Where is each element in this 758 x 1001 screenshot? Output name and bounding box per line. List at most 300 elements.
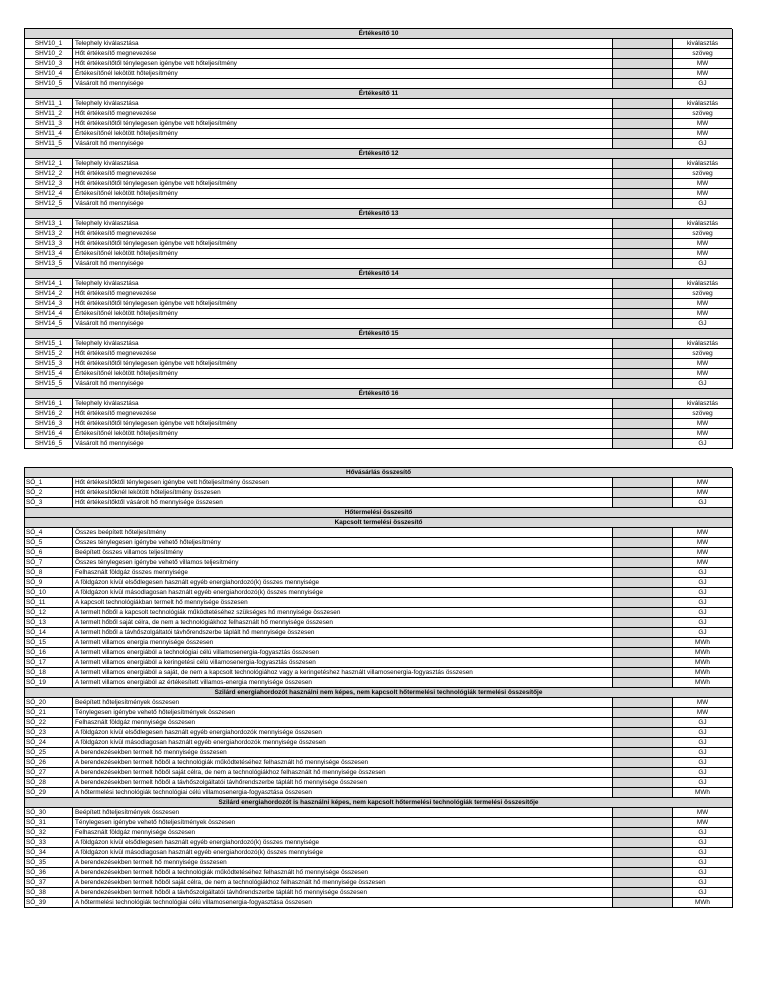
row-code: SÖ_16 [25, 648, 73, 658]
row-label: Hőt értékesítő megnevezése [73, 229, 613, 239]
row-unit: GJ [673, 868, 733, 878]
row-label: A termelt hőből a távhőszolgáltatói távhőrendszerbe táplált hő mennyisége összesen [73, 628, 613, 638]
row-unit: MW [673, 249, 733, 259]
row-code: SÖ_15 [25, 638, 73, 648]
section-header: Értékesítő 12 [25, 149, 733, 159]
value-input-cell[interactable] [613, 768, 673, 778]
value-input-cell[interactable] [613, 738, 673, 748]
row-unit: GJ [673, 838, 733, 848]
value-input-cell[interactable] [613, 678, 673, 688]
value-input-cell[interactable] [613, 548, 673, 558]
row-unit: MWh [673, 658, 733, 668]
row-code: SÖ_13 [25, 618, 73, 628]
value-input-cell[interactable] [613, 239, 673, 249]
row-code: SÖ_35 [25, 858, 73, 868]
row-code: SÖ_31 [25, 818, 73, 828]
row-code: SHV11_3 [25, 119, 73, 129]
row-code: SÖ_29 [25, 788, 73, 798]
row-unit: GJ [673, 139, 733, 149]
row-label: A földgázon kívül elsődlegesen használt egyéb energiahordozó(k) összes mennyisége [73, 578, 613, 588]
row-label: Hőt értékesítő megnevezése [73, 109, 613, 119]
row-code: SHV11_2 [25, 109, 73, 119]
row-code: SÖ_32 [25, 828, 73, 838]
value-input-cell[interactable] [613, 309, 673, 319]
row-unit: GJ [673, 598, 733, 608]
row-code: SHV15_4 [25, 369, 73, 379]
row-unit: GJ [673, 848, 733, 858]
row-unit: MW [673, 419, 733, 429]
section-header: Értékesítő 16 [25, 389, 733, 399]
value-input-cell[interactable] [613, 169, 673, 179]
row-code: SHV13_1 [25, 219, 73, 229]
row-unit: GJ [673, 628, 733, 638]
value-input-cell[interactable] [613, 838, 673, 848]
row-label: Vásárolt hő mennyisége [73, 379, 613, 389]
row-unit: GJ [673, 778, 733, 788]
row-code: SHV16_4 [25, 429, 73, 439]
row-label: Telephely kiválasztása [73, 339, 613, 349]
row-unit: GJ [673, 768, 733, 778]
row-unit: GJ [673, 199, 733, 209]
value-input-cell[interactable] [613, 319, 673, 329]
row-code: SHV16_1 [25, 399, 73, 409]
row-code: SÖ_25 [25, 748, 73, 758]
row-code: SHV14_1 [25, 279, 73, 289]
row-code: SÖ_12 [25, 608, 73, 618]
row-label: Hőt értékesítő megnevezése [73, 49, 613, 59]
row-label: Értékesítőnél lekötött hőteljesítmény [73, 129, 613, 139]
row-label: Hőt értékesítőktől ténylegesen igénybe vett hőteljesítmény összesen [73, 478, 613, 488]
row-unit: GJ [673, 738, 733, 748]
row-unit: MWh [673, 668, 733, 678]
row-unit: GJ [673, 758, 733, 768]
row-unit: kiválasztás [673, 99, 733, 109]
row-code: SÖ_23 [25, 728, 73, 738]
value-input-cell[interactable] [613, 39, 673, 49]
row-unit: GJ [673, 79, 733, 89]
row-label: Telephely kiválasztása [73, 99, 613, 109]
value-input-cell[interactable] [613, 189, 673, 199]
row-label: A földgázon kívül elsődlegesen használt egyéb energiahordozó(k) összes mennyisége [73, 838, 613, 848]
value-input-cell[interactable] [613, 279, 673, 289]
row-unit: szöveg [673, 109, 733, 119]
row-unit: MW [673, 179, 733, 189]
row-unit: GJ [673, 878, 733, 888]
row-label: Telephely kiválasztása [73, 39, 613, 49]
value-input-cell[interactable] [613, 648, 673, 658]
value-input-cell[interactable] [613, 498, 673, 508]
row-label: A berendezésekben termelt hőből a távhőszolgáltatói távhőrendszerbe táplált hő mennyisége összesen [73, 778, 613, 788]
value-input-cell[interactable] [613, 349, 673, 359]
row-code: SÖ_22 [25, 718, 73, 728]
value-input-cell[interactable] [613, 778, 673, 788]
value-input-cell[interactable] [613, 59, 673, 69]
row-label: Telephely kiválasztása [73, 279, 613, 289]
value-input-cell[interactable] [613, 369, 673, 379]
section-header: Hőtermelési összesítő [25, 508, 733, 518]
row-label: A földgázon kívül elsődlegesen használt egyéb energiahordozók mennyisége összesen [73, 728, 613, 738]
value-input-cell[interactable] [613, 119, 673, 129]
section-header: Értékesítő 14 [25, 269, 733, 279]
section-header: Értékesítő 15 [25, 329, 733, 339]
value-input-cell[interactable] [613, 668, 673, 678]
row-code: SHV12_4 [25, 189, 73, 199]
form-sheet [24, 28, 732, 908]
row-label: A berendezésekben termelt hőből saját célra, de nem a technológiákhoz felhasznált hő mennyisége összesen [73, 878, 613, 888]
row-label: Hőt értékesítőtől ténylegesen igénybe vett hőteljesítmény [73, 119, 613, 129]
section-header: Kapcsolt termelési összesítő [25, 518, 733, 528]
value-input-cell[interactable] [613, 858, 673, 868]
row-code: SÖ_17 [25, 658, 73, 668]
row-label: Hőt értékesítőtől ténylegesen igénybe vett hőteljesítmény [73, 359, 613, 369]
row-label: Hőt értékesítő megnevezése [73, 409, 613, 419]
row-label: Vásárolt hő mennyisége [73, 319, 613, 329]
row-unit: MWh [673, 678, 733, 688]
section-header: Értékesítő 11 [25, 89, 733, 99]
row-code: SÖ_3 [25, 498, 73, 508]
row-code: SÖ_30 [25, 808, 73, 818]
value-input-cell[interactable] [613, 538, 673, 548]
row-label: Beépített összes villamos teljesítmény [73, 548, 613, 558]
row-code: SHV15_3 [25, 359, 73, 369]
row-label: A földgázon kívül másodlagosan használt egyéb energiahordozó(k) összes mennyisége [73, 848, 613, 858]
value-input-cell[interactable] [613, 289, 673, 299]
row-code: SHV11_4 [25, 129, 73, 139]
value-input-cell[interactable] [613, 488, 673, 498]
row-label: A berendezésekben termelt hőből a távhőszolgáltatói távhőrendszerbe táplált hő mennyisége összesen [73, 888, 613, 898]
row-label: A termelt hőből a kapcsolt technológiák működtetéséhez szükséges hő mennyisége összesen [73, 608, 613, 618]
value-input-cell[interactable] [613, 439, 673, 449]
value-input-cell[interactable] [613, 419, 673, 429]
evaluators-table [24, 28, 732, 449]
row-unit: MWh [673, 648, 733, 658]
section-header: Értékesítő 13 [25, 209, 733, 219]
row-code: SHV14_5 [25, 319, 73, 329]
value-input-cell[interactable] [613, 658, 673, 668]
row-unit: GJ [673, 568, 733, 578]
row-unit: MW [673, 59, 733, 69]
row-unit: MW [673, 538, 733, 548]
value-input-cell[interactable] [613, 748, 673, 758]
row-label: Beépített hőteljesítmények összesen [73, 698, 613, 708]
section-header: Szilárd energiahordozót is használni képes, nem kapcsolt hőtermelési technológiák termelési összesítője [25, 798, 733, 808]
row-code: SÖ_21 [25, 708, 73, 718]
row-label: Ténylegesen igénybe vehető hőteljesítmények összesen [73, 708, 613, 718]
value-input-cell[interactable] [613, 718, 673, 728]
row-code: SÖ_37 [25, 878, 73, 888]
row-unit: GJ [673, 379, 733, 389]
row-unit: GJ [673, 259, 733, 269]
section-header: Hővásárlás összesítő [25, 468, 733, 478]
row-code: SHV16_5 [25, 439, 73, 449]
value-input-cell[interactable] [613, 588, 673, 598]
row-label: Hőt értékesítő megnevezése [73, 169, 613, 179]
row-label: A berendezésekben termelt hő mennyisége összesen [73, 748, 613, 758]
value-input-cell[interactable] [613, 868, 673, 878]
row-label: Értékesítőnél lekötött hőteljesítmény [73, 309, 613, 319]
value-input-cell[interactable] [613, 878, 673, 888]
value-input-cell[interactable] [613, 409, 673, 419]
row-unit: MW [673, 488, 733, 498]
row-label: Telephely kiválasztása [73, 159, 613, 169]
row-unit: GJ [673, 498, 733, 508]
row-code: SHV13_2 [25, 229, 73, 239]
value-input-cell[interactable] [613, 139, 673, 149]
section-header: Szilárd energiahordozót használni nem képes, nem kapcsolt hőtermelési technológiák termelési összesítője [25, 688, 733, 698]
value-input-cell[interactable] [613, 708, 673, 718]
value-input-cell[interactable] [613, 578, 673, 588]
row-label: A berendezésekben termelt hő mennyisége összesen [73, 858, 613, 868]
row-code: SÖ_34 [25, 848, 73, 858]
row-code: SHV14_4 [25, 309, 73, 319]
row-label: Beépített hőteljesítmények összesen [73, 808, 613, 818]
value-input-cell[interactable] [613, 99, 673, 109]
row-unit: GJ [673, 618, 733, 628]
row-unit: MWh [673, 788, 733, 798]
row-code: SÖ_2 [25, 488, 73, 498]
row-code: SÖ_20 [25, 698, 73, 708]
row-code: SHV15_2 [25, 349, 73, 359]
row-unit: GJ [673, 728, 733, 738]
value-input-cell[interactable] [613, 788, 673, 798]
row-label: Vásárolt hő mennyisége [73, 259, 613, 269]
row-code: SHV14_2 [25, 289, 73, 299]
value-input-cell[interactable] [613, 299, 673, 309]
row-unit: GJ [673, 828, 733, 838]
row-code: SHV10_2 [25, 49, 73, 59]
value-input-cell[interactable] [613, 429, 673, 439]
row-code: SHV16_2 [25, 409, 73, 419]
row-label: Hőt értékesítőtől ténylegesen igénybe vett hőteljesítmény [73, 239, 613, 249]
row-code: SÖ_5 [25, 538, 73, 548]
row-unit: MW [673, 818, 733, 828]
value-input-cell[interactable] [613, 638, 673, 648]
value-input-cell[interactable] [613, 608, 673, 618]
row-unit: GJ [673, 608, 733, 618]
row-unit: GJ [673, 319, 733, 329]
row-code: SHV12_3 [25, 179, 73, 189]
row-code: SÖ_33 [25, 838, 73, 848]
value-input-cell[interactable] [613, 568, 673, 578]
row-label: A termelt hőből saját célra, de nem a technológiákhoz felhasznált hő mennyisége összesen [73, 618, 613, 628]
row-unit: MW [673, 708, 733, 718]
row-label: Felhasznált földgáz összes mennyisége [73, 568, 613, 578]
row-unit: MW [673, 478, 733, 488]
row-code: SHV15_5 [25, 379, 73, 389]
row-unit: kiválasztás [673, 279, 733, 289]
row-label: Értékesítőnél lekötött hőteljesítmény [73, 429, 613, 439]
value-input-cell[interactable] [613, 219, 673, 229]
section-gap [24, 449, 732, 467]
row-code: SÖ_36 [25, 868, 73, 878]
row-unit: GJ [673, 439, 733, 449]
row-code: SÖ_11 [25, 598, 73, 608]
value-input-cell[interactable] [613, 888, 673, 898]
row-label: Hőt értékesítő megnevezése [73, 289, 613, 299]
row-unit: GJ [673, 748, 733, 758]
row-label: A földgázon kívül másodlagosan használt egyéb energiahordozók mennyisége összesen [73, 738, 613, 748]
value-input-cell[interactable] [613, 698, 673, 708]
value-input-cell[interactable] [613, 109, 673, 119]
row-code: SHV16_3 [25, 419, 73, 429]
row-unit: szöveg [673, 349, 733, 359]
row-unit: kiválasztás [673, 339, 733, 349]
row-label: A kapcsolt technológiákban termelt hő mennyisége összesen [73, 598, 613, 608]
value-input-cell[interactable] [613, 129, 673, 139]
row-code: SHV15_1 [25, 339, 73, 349]
row-code: SHV12_2 [25, 169, 73, 179]
row-unit: MW [673, 189, 733, 199]
row-code: SÖ_14 [25, 628, 73, 638]
row-unit: MW [673, 548, 733, 558]
row-unit: GJ [673, 718, 733, 728]
row-code: SHV10_5 [25, 79, 73, 89]
row-label: Hőt értékesítőtől ténylegesen igénybe vett hőteljesítmény [73, 419, 613, 429]
row-unit: MW [673, 698, 733, 708]
value-input-cell[interactable] [613, 259, 673, 269]
row-unit: MW [673, 528, 733, 538]
row-label: A termelt villamos energiából a saját, de nem a kapcsolt technológiához vagy a keringetéshez használt villamosenergia-fogyasztás összesen [73, 668, 613, 678]
value-input-cell[interactable] [613, 628, 673, 638]
value-input-cell[interactable] [613, 199, 673, 209]
row-label: Felhasznált földgáz mennyisége összesen [73, 718, 613, 728]
row-label: A termelt villamos energiából a keringetési célú villamosenergia-fogyasztás összesen [73, 658, 613, 668]
value-input-cell[interactable] [613, 79, 673, 89]
row-label: Összes ténylegesen igénybe vehető hőteljesítmény [73, 538, 613, 548]
row-unit: MW [673, 369, 733, 379]
row-code: SÖ_18 [25, 668, 73, 678]
row-label: Hőt értékesítőtől ténylegesen igénybe vett hőteljesítmény [73, 299, 613, 309]
value-input-cell[interactable] [613, 898, 673, 908]
row-code: SÖ_28 [25, 778, 73, 788]
row-unit: kiválasztás [673, 159, 733, 169]
value-input-cell[interactable] [613, 758, 673, 768]
row-label: Telephely kiválasztása [73, 399, 613, 409]
value-input-cell[interactable] [613, 598, 673, 608]
row-code: SHV13_5 [25, 259, 73, 269]
value-input-cell[interactable] [613, 69, 673, 79]
row-label: Értékesítőnél lekötött hőteljesítmény [73, 369, 613, 379]
row-code: SÖ_4 [25, 528, 73, 538]
row-unit: GJ [673, 858, 733, 868]
row-label: Felhasznált földgáz mennyisége összesen [73, 828, 613, 838]
row-label: Értékesítőnél lekötött hőteljesítmény [73, 69, 613, 79]
value-input-cell[interactable] [613, 558, 673, 568]
row-unit: GJ [673, 588, 733, 598]
value-input-cell[interactable] [613, 179, 673, 189]
row-code: SÖ_19 [25, 678, 73, 688]
row-label: Hőt értékesítőknél lekötött hőteljesítmény összesen [73, 488, 613, 498]
value-input-cell[interactable] [613, 339, 673, 349]
row-unit: MW [673, 129, 733, 139]
value-input-cell[interactable] [613, 379, 673, 389]
row-unit: MW [673, 429, 733, 439]
row-label: Telephely kiválasztása [73, 219, 613, 229]
row-label: Összes beépített hőteljesítmény [73, 528, 613, 538]
value-input-cell[interactable] [613, 618, 673, 628]
row-code: SÖ_6 [25, 548, 73, 558]
row-label: Ténylegesen igénybe vehető hőteljesítmények összesen [73, 818, 613, 828]
value-input-cell[interactable] [613, 728, 673, 738]
row-code: SHV14_3 [25, 299, 73, 309]
row-code: SHV12_5 [25, 199, 73, 209]
row-unit: szöveg [673, 289, 733, 299]
row-label: A hőtermelési technológiák technológiai célú villamosenergia-fogyasztása összesen [73, 788, 613, 798]
row-unit: kiválasztás [673, 219, 733, 229]
row-label: Értékesítőnél lekötött hőteljesítmény [73, 189, 613, 199]
value-input-cell[interactable] [613, 399, 673, 409]
row-code: SÖ_38 [25, 888, 73, 898]
value-input-cell[interactable] [613, 528, 673, 538]
row-code: SHV10_3 [25, 59, 73, 69]
row-code: SÖ_7 [25, 558, 73, 568]
row-label: Összes ténylegesen igénybe vehető villamos teljesítmény [73, 558, 613, 568]
row-code: SÖ_26 [25, 758, 73, 768]
value-input-cell[interactable] [613, 229, 673, 239]
row-code: SÖ_24 [25, 738, 73, 748]
value-input-cell[interactable] [613, 828, 673, 838]
row-code: SHV10_1 [25, 39, 73, 49]
row-label: A termelt villamos energia mennyisége összesen [73, 638, 613, 648]
row-unit: MW [673, 119, 733, 129]
row-label: A termelt villamos energiából az értékesített villamos-energia mennyisége összesen [73, 678, 613, 688]
row-label: Vásárolt hő mennyisége [73, 79, 613, 89]
row-unit: szöveg [673, 169, 733, 179]
row-unit: MW [673, 808, 733, 818]
row-unit: MW [673, 558, 733, 568]
value-input-cell[interactable] [613, 159, 673, 169]
row-unit: MW [673, 239, 733, 249]
value-input-cell[interactable] [613, 808, 673, 818]
row-unit: szöveg [673, 229, 733, 239]
row-code: SÖ_27 [25, 768, 73, 778]
row-unit: szöveg [673, 49, 733, 59]
row-label: Hőt értékesítőtől ténylegesen igénybe vett hőteljesítmény [73, 59, 613, 69]
value-input-cell[interactable] [613, 818, 673, 828]
row-code: SHV12_1 [25, 159, 73, 169]
row-unit: GJ [673, 578, 733, 588]
row-label: A berendezésekben termelt hőből saját célra, de nem a technológiákhoz felhasznált hő mennyisége összesen [73, 768, 613, 778]
row-code: SHV10_4 [25, 69, 73, 79]
value-input-cell[interactable] [613, 249, 673, 259]
row-code: SÖ_1 [25, 478, 73, 488]
row-code: SÖ_9 [25, 578, 73, 588]
row-code: SHV13_3 [25, 239, 73, 249]
row-label: Vásárolt hő mennyisége [73, 139, 613, 149]
row-label: A berendezésekben termelt hőből a technológiák működtetéséhez felhasznált hő mennyisége összesen [73, 868, 613, 878]
row-code: SÖ_8 [25, 568, 73, 578]
row-label: Értékesítőnél lekötött hőteljesítmény [73, 249, 613, 259]
row-label: Vásárolt hő mennyisége [73, 199, 613, 209]
value-input-cell[interactable] [613, 848, 673, 858]
row-label: Hőt értékesítőktől vásárolt hő mennyisége összesen [73, 498, 613, 508]
value-input-cell[interactable] [613, 49, 673, 59]
row-unit: kiválasztás [673, 39, 733, 49]
value-input-cell[interactable] [613, 478, 673, 488]
row-label: A földgázon kívül másodlagosan használt egyéb energiahordozó(k) összes mennyisége [73, 588, 613, 598]
row-label: A hőtermelési technológiák technológiai célú villamosenergia-fogyasztása összesen [73, 898, 613, 908]
row-code: SHV11_5 [25, 139, 73, 149]
row-unit: MW [673, 359, 733, 369]
row-unit: MW [673, 69, 733, 79]
row-label: A termelt villamos energiából a technológiai célú villamosenergia-fogyasztás összesen [73, 648, 613, 658]
value-input-cell[interactable] [613, 359, 673, 369]
row-unit: kiválasztás [673, 399, 733, 409]
section-header: Értékesítő 10 [25, 29, 733, 39]
summary-table [24, 467, 732, 908]
row-unit: MWh [673, 638, 733, 648]
row-label: Vásárolt hő mennyisége [73, 439, 613, 449]
